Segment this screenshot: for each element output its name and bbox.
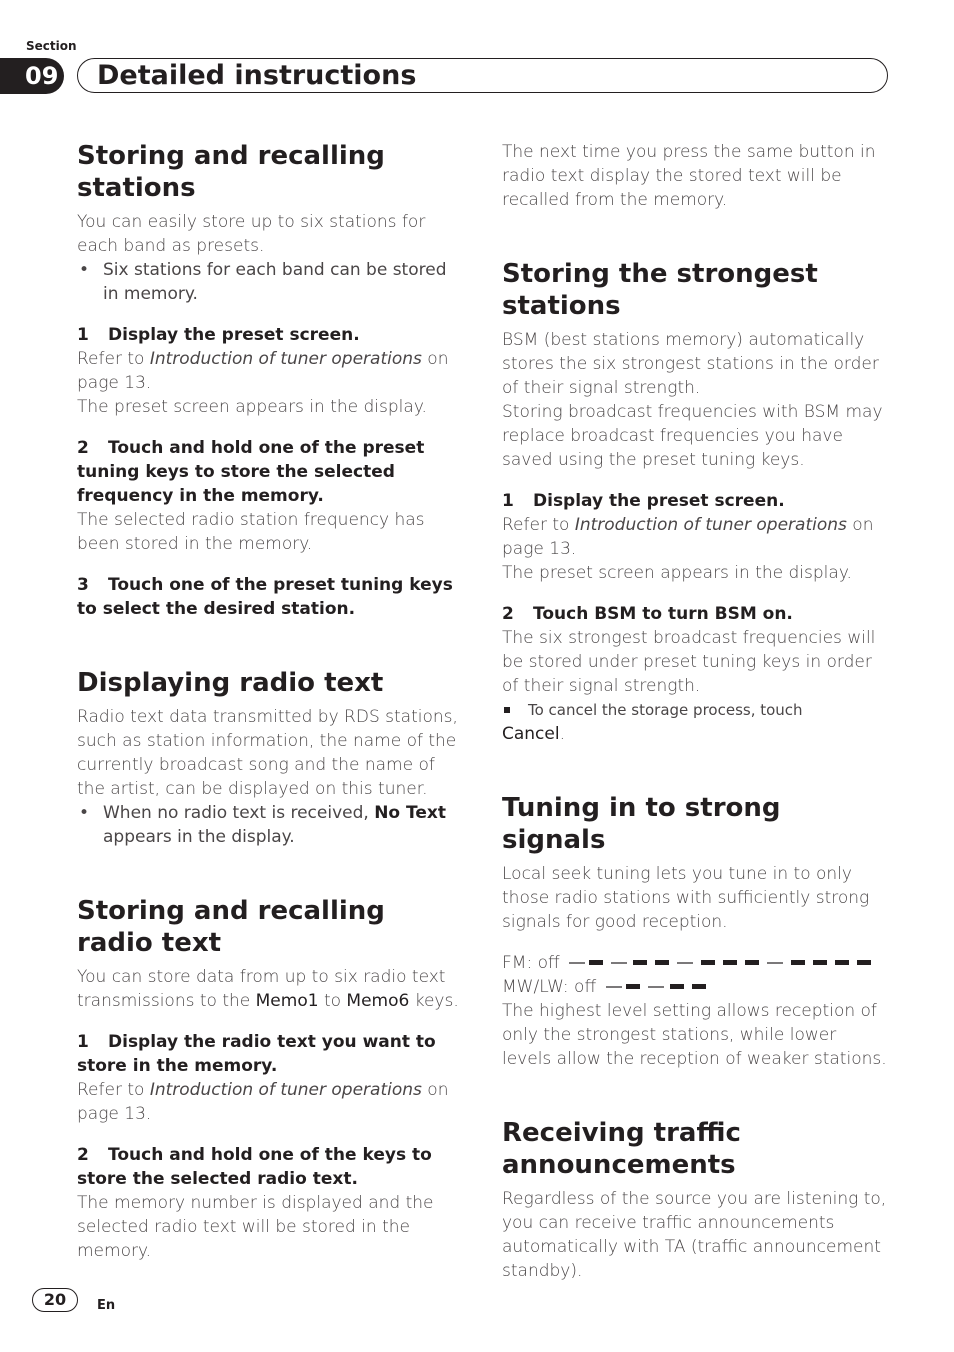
paragraph: BSM (best stations memory) automatically stores the six strongest stations in the order of their signal strength. bbox=[502, 330, 879, 398]
step-2: 2 Touch BSM to turn BSM on. bbox=[502, 604, 793, 624]
section-label: Section bbox=[26, 39, 77, 53]
heading-storing-strongest-stations: Storing the strongest stations bbox=[502, 259, 818, 321]
mw-lw-levels: MW/LW: off bbox=[502, 975, 890, 999]
paragraph: The memory number is displayed and the selected radio text will be stored in the memory. bbox=[77, 1193, 434, 1261]
paragraph: Local seek tuning lets you tune in to only those radio stations with sufficiently strong signals for good reception. bbox=[502, 864, 870, 932]
paragraph: Cancel. bbox=[502, 724, 565, 744]
right-column bbox=[502, 140, 890, 1283]
paragraph: The selected radio station frequency has been stored in the memory. bbox=[77, 510, 425, 554]
step-3: 3 Touch one of the preset tuning keys to select the desired station. bbox=[77, 575, 453, 619]
paragraph: The highest level setting allows reception of only the strongest stations, while lower levels allow the reception of weaker stations. bbox=[502, 1001, 887, 1069]
step-1: 1 Display the radio text you want to store in the memory. bbox=[77, 1032, 436, 1076]
step-1: 1 Display the preset screen. bbox=[502, 491, 785, 511]
paragraph: Radio text data transmitted by RDS stations, such as station information, the name of the currently broadcast song and the name of the artist, can be displayed on this tuner. bbox=[77, 707, 458, 799]
note-item: To cancel the storage process, touch bbox=[502, 698, 890, 722]
step-2: 2 Touch and hold one of the preset tuning keys to store the selected frequency in the memory. bbox=[77, 438, 425, 506]
paragraph: The six strongest broadcast frequencies will be stored under preset tuning keys in order of their signal strength. bbox=[502, 628, 876, 696]
page-title: Detailed instructions bbox=[97, 60, 417, 91]
heading-displaying-radio-text: Displaying radio text bbox=[77, 668, 384, 698]
mw-lw-level-dashes bbox=[602, 980, 722, 994]
paragraph: The next time you press the same button in radio text display the stored text will be recalled from the memory. bbox=[502, 142, 876, 210]
paragraph: Regardless of the source you are listening to, you can receive traffic announcements automatically with TA (traffic announcement standby). bbox=[502, 1189, 887, 1281]
bullet-item: • Six stations for each band can be stored in memory. bbox=[77, 258, 465, 306]
heading-tuning-strong-signals: Tuning in to strong signals bbox=[502, 793, 781, 855]
paragraph: You can store data from up to six radio text transmissions to the Memo1 to Memo6 keys. bbox=[77, 967, 459, 1011]
section-number-tab: 09 bbox=[0, 58, 64, 94]
reference-text: Refer to Introduction of tuner operations on page 13. bbox=[502, 515, 874, 559]
reference-text: Refer to Introduction of tuner operations on page 13. bbox=[77, 1080, 449, 1124]
heading-receiving-traffic-announcements: Receiving traffic announcements bbox=[502, 1118, 741, 1180]
heading-storing-recalling-radio-text: Storing and recalling radio text bbox=[77, 896, 385, 958]
fm-levels: FM: off bbox=[502, 951, 890, 975]
step-2: 2 Touch and hold one of the keys to store the selected radio text. bbox=[77, 1145, 432, 1189]
step-1: 1 Display the preset screen. bbox=[77, 325, 360, 345]
paragraph: You can easily store up to six stations for each band as presets. bbox=[77, 212, 426, 256]
language-label: En bbox=[97, 1298, 116, 1313]
fm-level-dashes bbox=[565, 956, 883, 970]
bullet-item: • When no radio text is received, No Text appears in the display. bbox=[77, 801, 465, 849]
page-number: 20 bbox=[32, 1288, 78, 1312]
paragraph: Storing broadcast frequencies with BSM may replace broadcast frequencies you have saved using the preset tuning keys. bbox=[502, 402, 883, 470]
paragraph: The preset screen appears in the display. bbox=[502, 563, 852, 583]
left-column bbox=[77, 140, 465, 1263]
heading-storing-recalling-stations: Storing and recalling stations bbox=[77, 141, 385, 203]
reference-text: Refer to Introduction of tuner operations on page 13. bbox=[77, 349, 449, 393]
paragraph: The preset screen appears in the display. bbox=[77, 397, 427, 417]
